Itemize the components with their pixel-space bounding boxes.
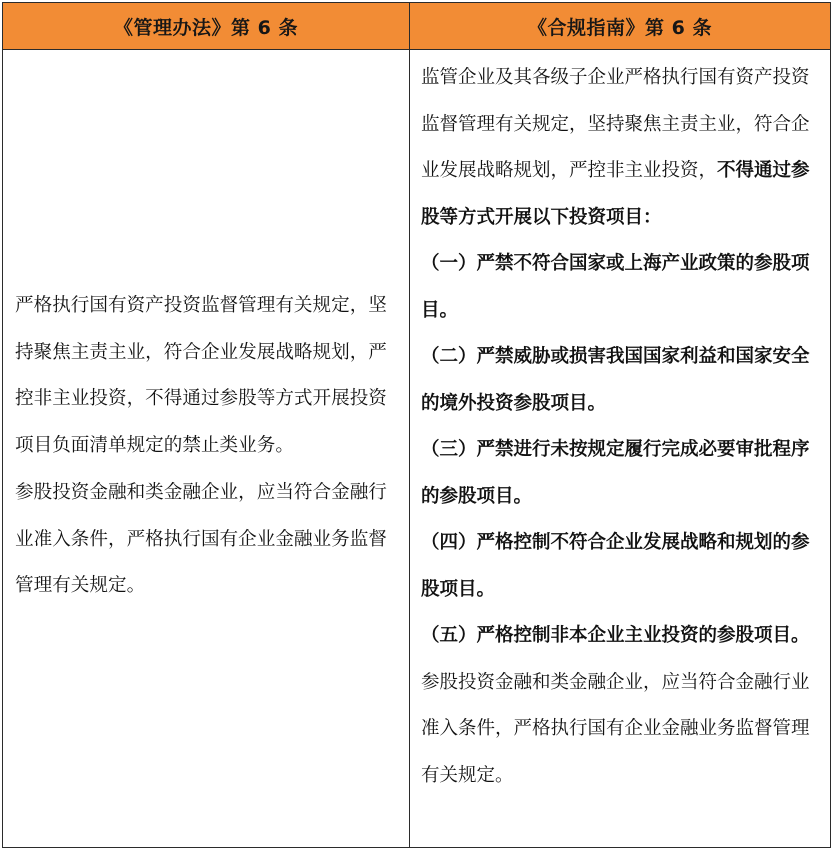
right-intro-text: 监管企业及其各级子企业严格执行国有资产投资监督管理有关规定，坚持聚焦主责主业，符合企业发展战略规划，严控非主业投资， <box>421 67 810 181</box>
right-item-5: （五）严格控制非本企业主业投资的参股项目。 <box>421 625 810 646</box>
right-item-2: （二）严禁威胁或损害我国国家利益和国家安全的境外投资参股项目。 <box>421 346 810 414</box>
right-intro-bold-text: 不得通过参股等方式开展以下投资项目： <box>421 160 810 228</box>
comparison-table <box>2 2 831 848</box>
right-item-4: （四）严格控制不符合企业发展战略和规划的参股项目。 <box>421 532 810 600</box>
right-closing-paragraph: 参股投资金融和类金融企业，应当符合金融行业准入条件，严格执行国有企业金融业务监督管理有关规定。 <box>421 671 810 786</box>
header-compliance-guide: 《合规指南》第 6 条 <box>410 3 831 50</box>
right-item-3: （三）严禁进行未按规定履行完成必要审批程序的参股项目。 <box>421 439 810 507</box>
left-column-text <box>15 283 401 611</box>
header-row <box>3 3 831 50</box>
table-header <box>3 3 831 50</box>
content-row <box>3 50 831 848</box>
left-column-cell <box>3 50 410 848</box>
left-paragraph-1: 严格执行国有资产投资监督管理有关规定，坚持聚焦主责主业，符合企业发展战略规划，严控非主业投资，不得通过参股等方式开展投资项目负面清单规定的禁止类业务。 <box>15 294 387 457</box>
table-body <box>3 50 831 848</box>
left-paragraph-2: 参股投资金融和类金融企业，应当符合金融行业准入条件，严格执行国有企业金融业务监督管理有关规定。 <box>15 481 387 597</box>
right-column-cell <box>410 50 831 848</box>
right-intro-paragraph <box>421 55 822 241</box>
right-item-1: （一）严禁不符合国家或上海产业政策的参股项目。 <box>421 253 810 321</box>
header-management-measures: 《管理办法》第 6 条 <box>3 3 410 50</box>
